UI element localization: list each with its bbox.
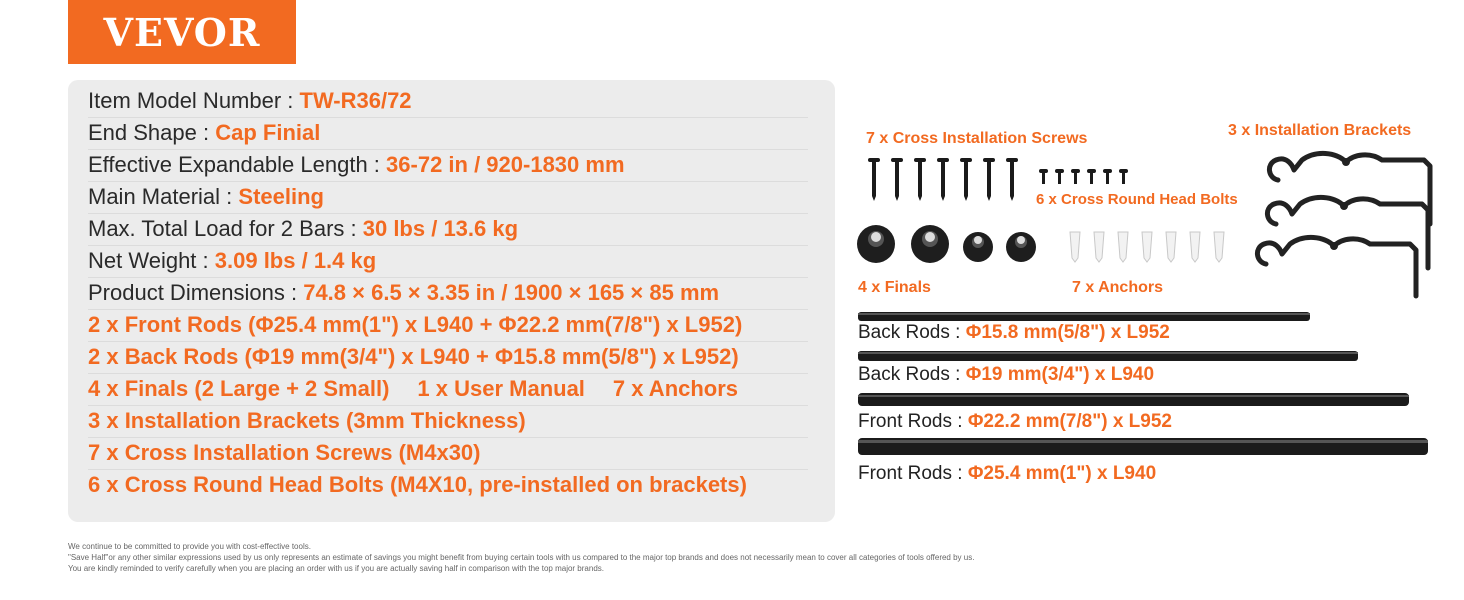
- spec-load: Max. Total Load for 2 Bars : 30 lbs / 13.6 kg: [88, 213, 808, 246]
- spec-anchors: 7 x Anchors: [612, 376, 739, 401]
- spec-accessories: [88, 373, 808, 406]
- spec-screws: 7 x Cross Installation Screws (M4x30): [88, 437, 808, 470]
- spec-end-shape: End Shape : Cap Finial: [88, 117, 808, 150]
- finals-label: 4 x Finals: [858, 279, 931, 296]
- spec-material: Main Material : Steeling: [88, 181, 808, 214]
- finals-illustration: [856, 222, 1042, 268]
- disclaimer-line-1: We continue to be committed to provide you with cost-effective tools.: [68, 542, 311, 551]
- spec-back-rods: 2 x Back Rods (Φ19 mm(3/4") x L940 + Φ15.8 mm(5/8") x L952): [88, 341, 808, 374]
- anchors-illustration: [1066, 228, 1236, 264]
- rod-front-small: [858, 392, 1412, 408]
- brand-logo-text: VEVOR: [103, 9, 261, 55]
- spec-dimensions: Product Dimensions : 74.8 × 6.5 × 3.35 in / 1900 × 165 × 85 mm: [88, 277, 808, 310]
- spec-manual: 1 x User Manual: [417, 376, 585, 401]
- rod-label-1: Back Rods : Φ15.8 mm(5/8") x L952: [858, 322, 1170, 343]
- bolts-illustration: [1038, 167, 1130, 187]
- rod-back-large: [858, 350, 1360, 362]
- disclaimer-line-3: You are kindly reminded to verify carefully when you are placing an order with us if you are actually saving half in comparison with the top major brands.: [68, 564, 604, 573]
- brackets-label: 3 x Installation Brackets: [1228, 122, 1412, 139]
- bolts-label: 6 x Cross Round Head Bolts: [1036, 191, 1238, 208]
- disclaimer: [68, 541, 974, 574]
- rod-label-2: Back Rods : Φ19 mm(3/4") x L940: [858, 364, 1155, 385]
- spec-bolts: 6 x Cross Round Head Bolts (M4X10, pre-installed on brackets): [88, 472, 747, 497]
- spec-length: Effective Expandable Length : 36-72 in / 920-1830 mm: [88, 149, 808, 182]
- brackets-illustration: [1254, 150, 1450, 300]
- spec-panel: [68, 80, 835, 522]
- spec-front-rods: 2 x Front Rods (Φ25.4 mm(1") x L940 + Φ22.2 mm(7/8") x L952): [88, 309, 808, 342]
- screws-label: 7 x Cross Installation Screws: [866, 130, 1088, 147]
- screws-illustration: [864, 156, 1024, 202]
- rod-label-4: Front Rods : Φ25.4 mm(1") x L940: [858, 463, 1157, 484]
- spec-model: Item Model Number : TW-R36/72: [88, 85, 808, 118]
- brand-logo: [68, 0, 296, 64]
- rod-label-3: Front Rods : Φ22.2 mm(7/8") x L952: [858, 411, 1172, 432]
- spec-finals: 4 x Finals (2 Large + 2 Small): [88, 376, 390, 401]
- disclaimer-line-2: "Save Half"or any other similar expressions used by us only represents an estimate of savings you might benefit from buying certain tools with us compared to the major top brands and does not necessarily mean to cover all categories of tools offered by us.: [68, 553, 975, 562]
- rod-front-large: [858, 437, 1430, 457]
- spec-brackets: 3 x Installation Brackets (3mm Thickness): [88, 405, 808, 438]
- spec-weight: Net Weight : 3.09 lbs / 1.4 kg: [88, 245, 808, 278]
- anchors-label: 7 x Anchors: [1072, 279, 1163, 296]
